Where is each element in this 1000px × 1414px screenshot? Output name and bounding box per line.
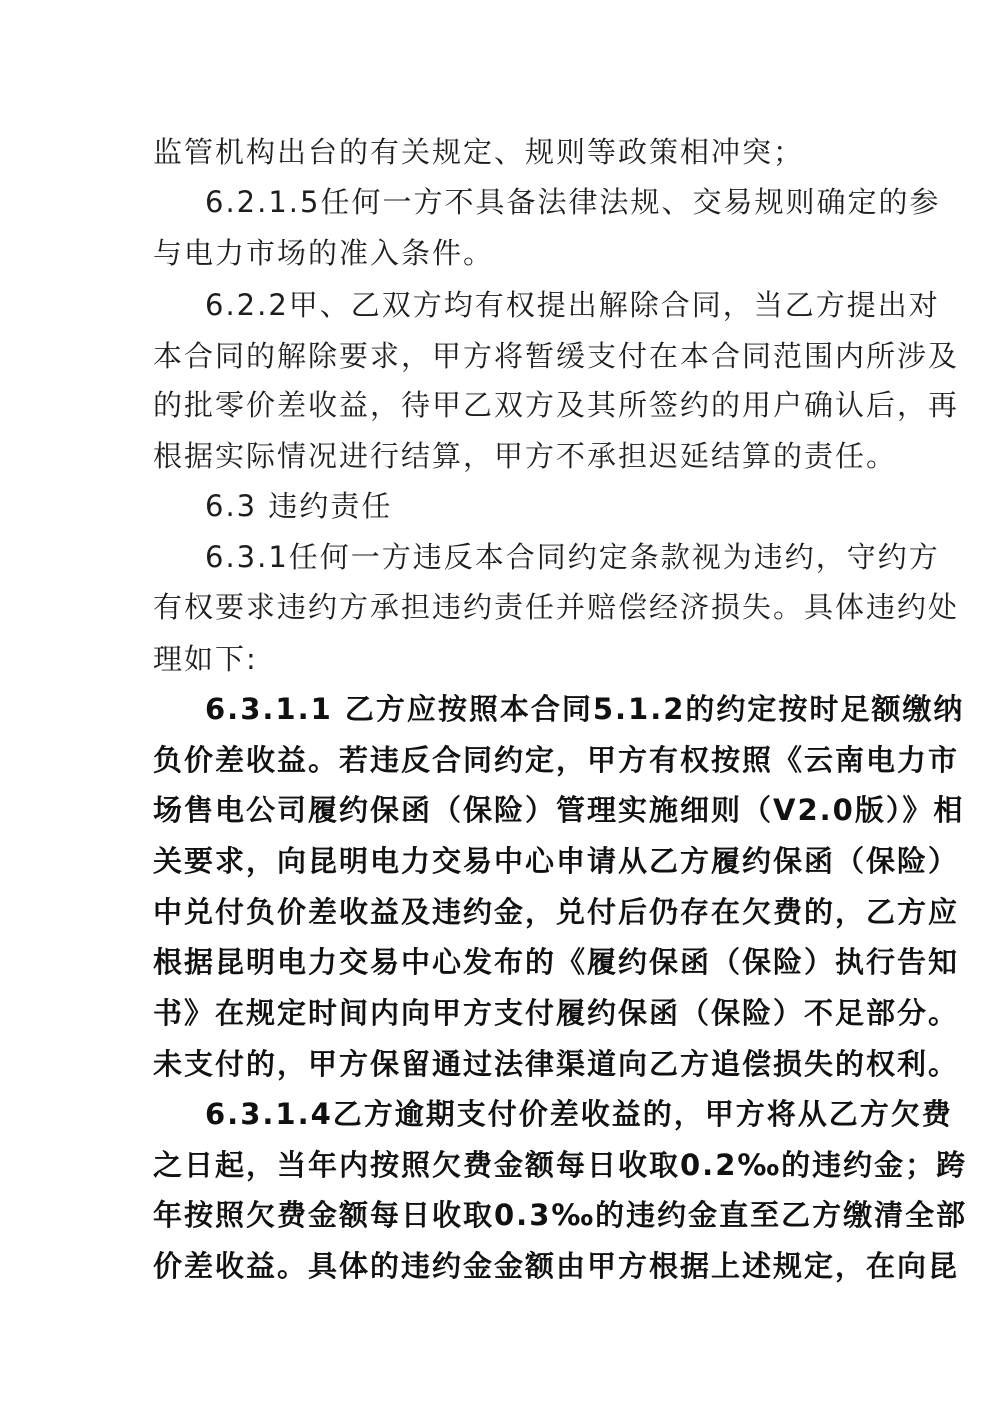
text-line: 6.3.1任何一方违反本合同约定条款视为违约，守约方 [205,540,940,574]
text-line: 价差收益。具体的违约金金额由甲方根据上述规定，在向昆 [153,1249,960,1283]
text-line: 与电力市场的准入条件。 [153,236,495,270]
text-line: 6.3.1.4乙方逾期支付价差收益的，甲方将从乙方欠费 [205,1097,953,1131]
text-line: 关要求，向昆明电力交易中心申请从乙方履约保函（保险） [153,844,960,878]
text-line: 负价差收益。若违反合同约定，甲方有权按照《云南电力市 [153,743,960,777]
text-line: 理如下: [153,642,258,676]
text-line: 监管机构出台的有关规定、规则等政策相冲突； [153,135,805,169]
text-line: 有权要求违约方承担违约责任并赔偿经济损失。具体违约处 [153,590,960,624]
text-line: 根据昆明电力交易中心发布的《履约保函（保险）执行告知 [153,945,960,979]
text-line: 未支付的，甲方保留通过法律渠道向乙方追偿损失的权利。 [153,1047,960,1081]
text-line: 6.3.1.1 乙方应按照本合同5.1.2的约定按时足额缴纳 [205,692,965,726]
text-line: 年按照欠费金额每日收取0.3‰的违约金直至乙方缴清全部 [153,1198,968,1232]
text-line: 的批零价差收益，待甲乙双方及其所签约的用户确认后，再 [153,388,960,422]
text-line: 本合同的解除要求，甲方将暂缓支付在本合同范围内所涉及 [153,339,960,373]
text-line: 6.2.2甲、乙双方均有权提出解除合同，当乙方提出对 [205,288,940,322]
section-heading: 6.3 违约责任 [205,489,393,523]
text-line: 根据实际情况进行结算，甲方不承担迟延结算的责任。 [153,439,898,473]
text-line: 6.2.1.5任何一方不具备法律法规、交易规则确定的参 [205,185,941,219]
text-line: 之日起，当年内按照欠费金额每日收取0.2‰的违约金；跨 [153,1148,968,1182]
text-line: 书》在规定时间内向甲方支付履约保函（保险）不足部分。 [153,996,960,1030]
text-line: 场售电公司履约保函（保险）管理实施细则（V2.0版）》相 [153,793,965,827]
text-line: 中兑付负价差收益及违约金，兑付后仍存在欠费的，乙方应 [153,895,960,929]
